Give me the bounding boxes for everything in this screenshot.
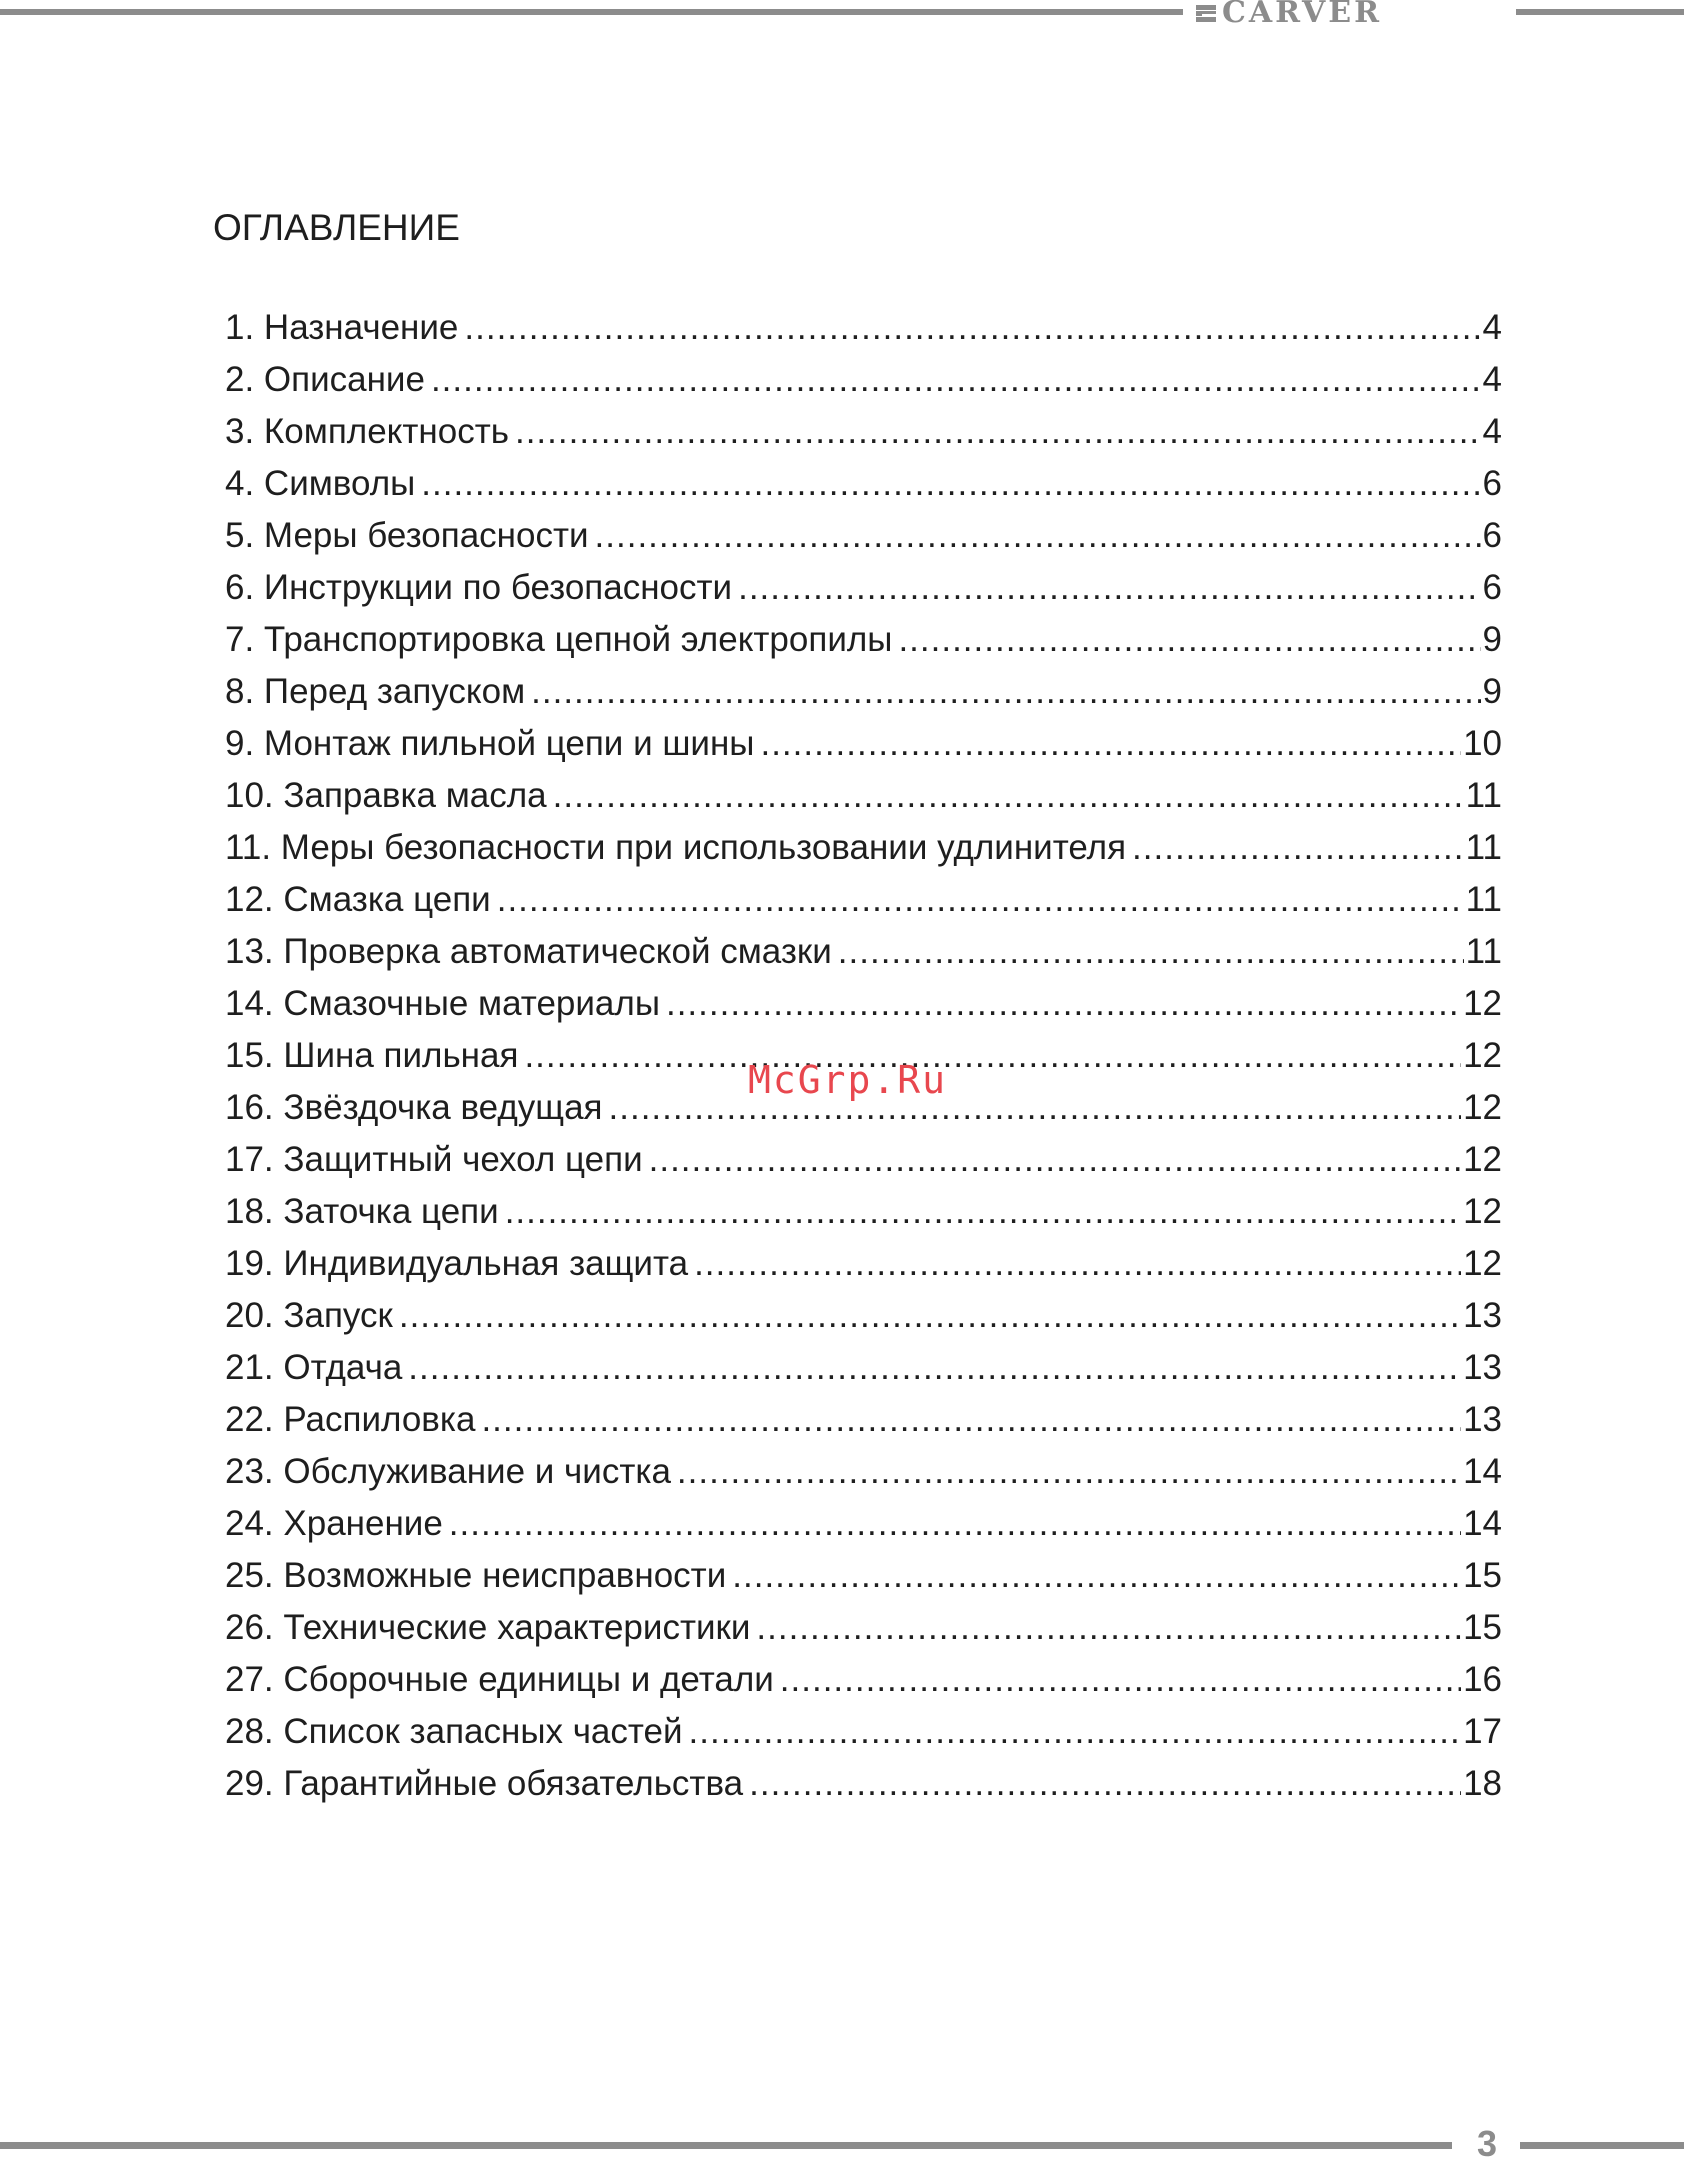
toc-entry-label: 24. Хранение — [225, 1502, 449, 1546]
toc-entry-page: 12 — [1463, 1244, 1502, 1283]
toc-leader-dots — [694, 1242, 1461, 1286]
toc-entry-label: 27. Сборочные единицы и детали — [225, 1658, 780, 1702]
toc-entry-label: 22. Распиловка — [225, 1398, 481, 1442]
toc-entry[interactable] — [225, 1606, 1502, 1658]
toc-entry-page: 14 — [1463, 1452, 1502, 1491]
toc-entry-page: 10 — [1463, 724, 1502, 763]
toc-entry[interactable] — [225, 566, 1502, 618]
toc-leader-dots — [481, 1398, 1461, 1442]
toc-entry-label: 13. Проверка автоматической смазки — [225, 930, 838, 974]
toc-entry[interactable] — [225, 1658, 1502, 1710]
toc-leader-dots — [497, 878, 1464, 922]
toc-leader-dots — [531, 670, 1480, 714]
toc-entry-label: 5. Меры безопасности — [225, 514, 595, 558]
toc-entry-page: 13 — [1463, 1400, 1502, 1439]
toc-entry[interactable] — [225, 618, 1502, 670]
toc-entry-label: 23. Обслуживание и чистка — [225, 1450, 677, 1494]
toc-leader-dots — [780, 1658, 1461, 1702]
toc-entry-label: 28. Список запасных частей — [225, 1710, 689, 1754]
toc-entry-page: 12 — [1463, 1036, 1502, 1075]
toc-entry-label: 7. Транспортировка цепной электропилы — [225, 618, 898, 662]
toc-entry-label: 29. Гарантийные обязательства — [225, 1762, 749, 1806]
toc-entry[interactable] — [225, 1762, 1502, 1814]
toc-entry-page: 12 — [1463, 1140, 1502, 1179]
toc-entry-page: 9 — [1482, 620, 1502, 659]
toc-entry-page: 11 — [1465, 880, 1502, 919]
toc-leader-dots — [1132, 826, 1464, 870]
toc-entry-label: 6. Инструкции по безопасности — [225, 566, 738, 610]
toc-entry-page: 6 — [1482, 568, 1502, 607]
toc-entry[interactable] — [225, 462, 1502, 514]
toc-entry-page: 12 — [1463, 1192, 1502, 1231]
toc-entry-page: 9 — [1482, 672, 1502, 711]
toc-leader-dots — [421, 462, 1480, 506]
watermark: McGrp.Ru — [748, 1058, 948, 1102]
toc-entry-label: 16. Звёздочка ведущая — [225, 1086, 609, 1130]
toc-leader-dots — [408, 1346, 1461, 1390]
header-rule-left — [0, 9, 1183, 15]
toc-entry-label: 11. Меры безопасности при использовании удлинителя — [225, 826, 1132, 870]
brand-logo — [1196, 0, 1383, 30]
toc-entry-label: 3. Комплектность — [225, 410, 515, 454]
footer-rule-left — [0, 2142, 1452, 2149]
toc-leader-dots — [760, 722, 1461, 766]
toc-entry-label: 20. Запуск — [225, 1294, 399, 1338]
toc-entry-label: 17. Защитный чехол цепи — [225, 1138, 649, 1182]
toc-entry-label: 21. Отдача — [225, 1346, 408, 1390]
toc-leader-dots — [749, 1762, 1461, 1806]
footer-rule-right — [1520, 2142, 1684, 2149]
toc-entry-page: 17 — [1463, 1712, 1502, 1751]
toc-entry-page: 18 — [1463, 1764, 1502, 1803]
toc-entry[interactable] — [225, 774, 1502, 826]
toc-entry-page: 4 — [1482, 308, 1502, 347]
toc-entry-label: 12. Смазка цепи — [225, 878, 497, 922]
toc-entry-label: 15. Шина пильная — [225, 1034, 524, 1078]
toc-entry-label: 14. Смазочные материалы — [225, 982, 666, 1026]
toc-entry-page: 15 — [1463, 1556, 1502, 1595]
brand-name: CARVER — [1222, 0, 1383, 30]
toc-entry-label: 26. Технические характеристики — [225, 1606, 756, 1650]
toc-leader-dots — [399, 1294, 1461, 1338]
toc-entry[interactable] — [225, 1710, 1502, 1762]
toc-entry[interactable] — [225, 1346, 1502, 1398]
toc-entry-label: 18. Заточка цепи — [225, 1190, 505, 1234]
toc-entry-label: 9. Монтаж пильной цепи и шины — [225, 722, 760, 766]
toc-entry[interactable] — [225, 1190, 1502, 1242]
toc-entry[interactable] — [225, 1554, 1502, 1606]
toc-entry-label: 19. Индивидуальная защита — [225, 1242, 694, 1286]
toc-entry[interactable] — [225, 514, 1502, 566]
page-number: 3 — [1476, 2123, 1498, 2164]
toc-leader-dots — [431, 358, 1481, 402]
toc-leader-dots — [595, 514, 1481, 558]
toc-leader-dots — [515, 410, 1481, 454]
toc-entry[interactable] — [225, 722, 1502, 774]
toc-entry-label: 1. Назначение — [225, 306, 464, 350]
toc-entry[interactable] — [225, 670, 1502, 722]
toc-leader-dots — [689, 1710, 1462, 1754]
toc-entry[interactable] — [225, 930, 1502, 982]
toc-entry-label: 10. Заправка масла — [225, 774, 553, 818]
toc-leader-dots — [666, 982, 1461, 1026]
toc-entry[interactable] — [225, 1502, 1502, 1554]
page-title: ОГЛАВЛЕНИЕ — [213, 207, 460, 248]
header-rule-right — [1516, 9, 1684, 15]
toc-leader-dots — [505, 1190, 1461, 1234]
toc-leader-dots — [553, 774, 1464, 818]
toc-entry-label: 8. Перед запуском — [225, 670, 531, 714]
toc-leader-dots — [464, 306, 1480, 350]
toc-entry-page: 11 — [1465, 828, 1502, 867]
toc-leader-dots — [649, 1138, 1461, 1182]
toc-entry-page: 4 — [1482, 412, 1502, 451]
toc-leader-dots — [677, 1450, 1461, 1494]
toc-leader-dots — [738, 566, 1480, 610]
toc-entry-page: 4 — [1482, 360, 1502, 399]
toc-entry[interactable] — [225, 1294, 1502, 1346]
toc-entry-page: 11 — [1465, 932, 1502, 971]
toc-entry-page: 14 — [1463, 1504, 1502, 1543]
toc-entry[interactable] — [225, 826, 1502, 878]
toc-entry-page: 12 — [1463, 984, 1502, 1023]
toc-entry-label: 25. Возможные неисправности — [225, 1554, 732, 1598]
toc-entry[interactable] — [225, 1450, 1502, 1502]
toc-entry-page: 13 — [1463, 1348, 1502, 1387]
toc-entry[interactable] — [225, 1242, 1502, 1294]
toc-entry[interactable] — [225, 878, 1502, 930]
toc-entry[interactable] — [225, 358, 1502, 410]
toc-leader-dots — [524, 1034, 1461, 1078]
toc-entry[interactable] — [225, 1138, 1502, 1190]
toc-leader-dots — [732, 1554, 1461, 1598]
toc-entry[interactable] — [225, 1398, 1502, 1450]
toc-entry[interactable] — [225, 410, 1502, 462]
toc-entry-page: 12 — [1463, 1088, 1502, 1127]
carver-logo-mark-icon — [1196, 3, 1216, 23]
toc-entry-label: 4. Символы — [225, 462, 421, 506]
toc-entry-label: 2. Описание — [225, 358, 431, 402]
toc-leader-dots — [838, 930, 1464, 974]
toc-entry-page: 16 — [1463, 1660, 1502, 1699]
toc-entry-page: 15 — [1463, 1608, 1502, 1647]
toc-leader-dots — [756, 1606, 1461, 1650]
toc-entry[interactable] — [225, 982, 1502, 1034]
toc-leader-dots — [898, 618, 1480, 662]
toc-leader-dots — [449, 1502, 1461, 1546]
toc-entry-page: 6 — [1482, 464, 1502, 503]
toc-entry-page: 13 — [1463, 1296, 1502, 1335]
toc-entry-page: 6 — [1482, 516, 1502, 555]
toc-leader-dots — [609, 1086, 1462, 1130]
toc-entry[interactable] — [225, 306, 1502, 358]
toc-entry-page: 11 — [1465, 776, 1502, 815]
